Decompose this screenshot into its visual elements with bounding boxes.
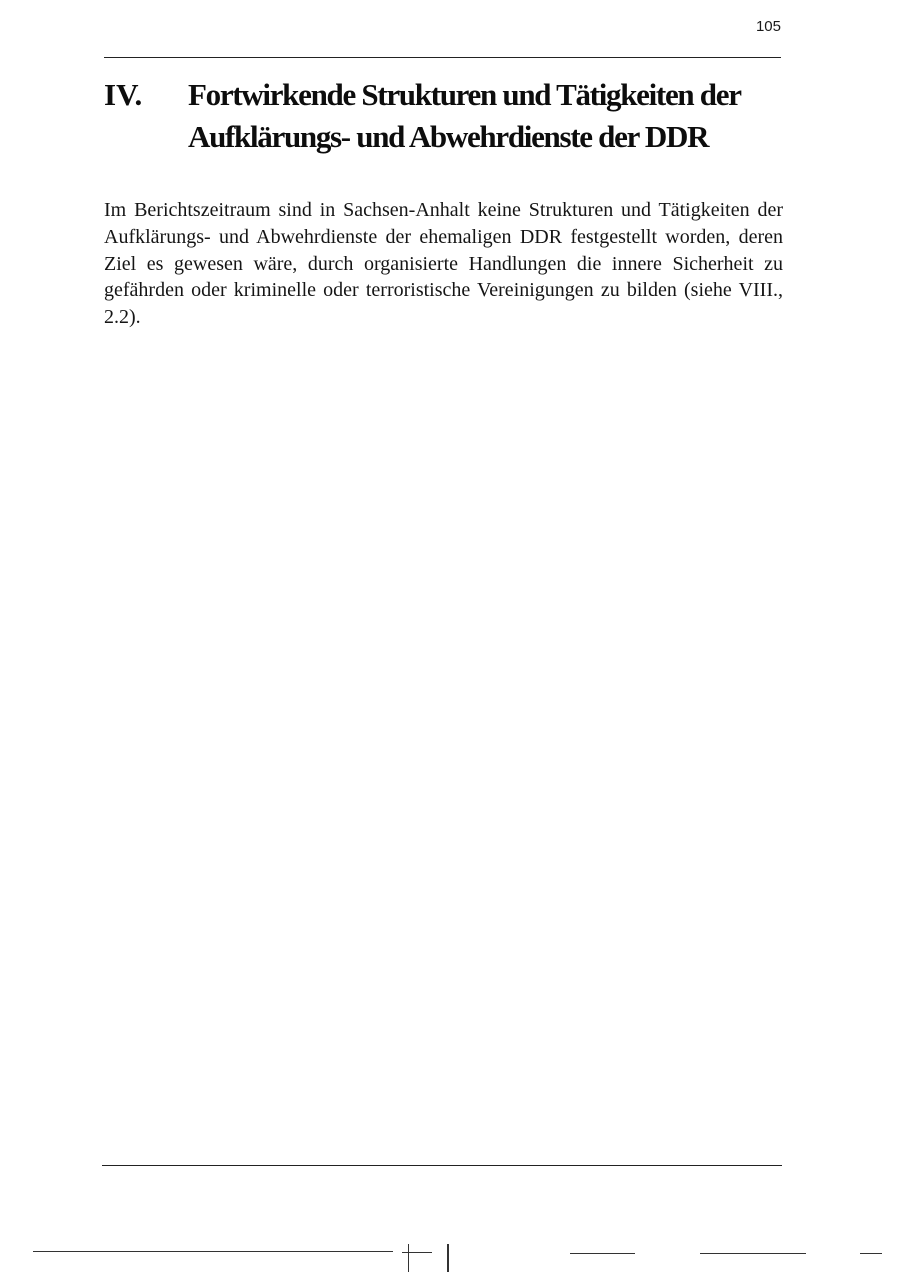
- body-paragraph: Im Berichtszeitraum sind in Sachsen-Anhalt keine Strukturen und Tätigkeiten der Aufklärungs- und Abwehrdienste der ehemaligen DDR festgestellt worden, deren Ziel es gewesen wäre, durch organisierte Handlungen die innere Sicherheit zu gefährden oder kriminelle oder terroristische Vereinigungen zu bilden (siehe VIII., 2.2).: [104, 199, 783, 329]
- page-number: 105: [755, 18, 781, 35]
- scan-edge-mark: [447, 1244, 449, 1272]
- header-rule: [104, 57, 781, 58]
- section-title-line-2: Aufklärungs- und Abwehrdienste der DDR: [188, 119, 709, 154]
- scan-edge-line: [402, 1252, 432, 1253]
- scan-edge-line: [860, 1253, 882, 1254]
- scan-edge-line: [33, 1251, 393, 1252]
- section-title-line-1: Fortwirkende Strukturen und Tätigkeiten der: [188, 77, 741, 112]
- scan-edge-line: [570, 1253, 635, 1254]
- scan-edge-line: [700, 1253, 806, 1254]
- footer-rule: [102, 1165, 782, 1166]
- section-number: IV.: [104, 77, 143, 112]
- scan-edge-mark: [408, 1244, 409, 1272]
- section-heading: [104, 74, 794, 158]
